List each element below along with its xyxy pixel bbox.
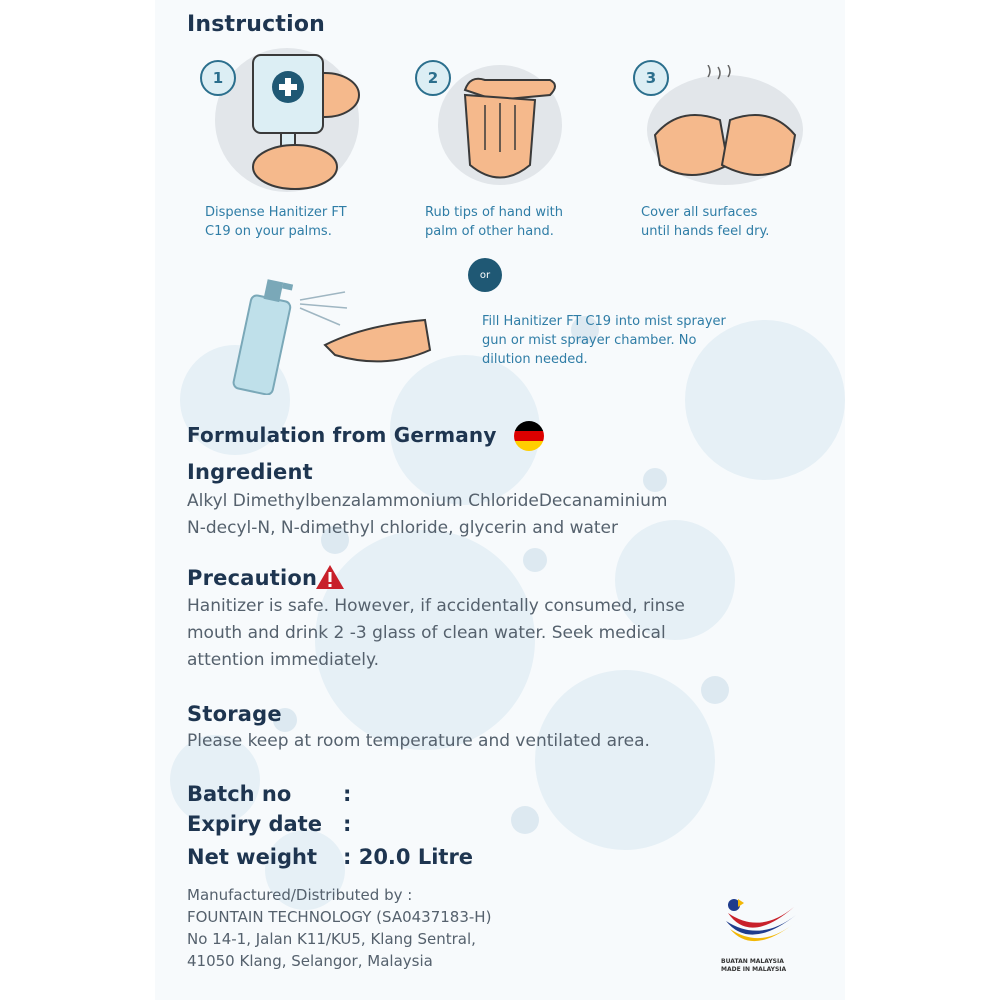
- sprayer-caption-line: Fill Hanitizer FT C19 into mist sprayer: [482, 314, 726, 329]
- step-1-caption: [205, 203, 347, 241]
- step-3-caption: [641, 203, 769, 241]
- manufacturer-line: 41050 Klang, Selangor, Malaysia: [187, 952, 433, 970]
- ingredient-line: N-decyl-N, N-dimethyl chloride, glycerin and water: [187, 518, 619, 538]
- manufacturer-block: [187, 884, 491, 972]
- germany-flag-icon: [513, 420, 545, 452]
- step-3-caption-line: Cover all surfaces: [641, 205, 758, 220]
- ingredient-text: [187, 488, 667, 542]
- precaution-line: attention immediately.: [187, 650, 380, 670]
- precaution-line: Hanitizer is safe. However, if accidentally consumed, rinse: [187, 596, 685, 616]
- or-badge: or: [468, 258, 502, 292]
- step-2-caption-line: Rub tips of hand with: [425, 205, 564, 220]
- step-2-number: 2: [415, 60, 451, 96]
- warning-icon: [315, 564, 345, 590]
- manufacturer-line: FOUNTAIN TECHNOLOGY (SA0437183-H): [187, 908, 492, 926]
- precaution-title: Precaution: [187, 566, 318, 590]
- net-weight-value: : 20.0 Litre: [343, 845, 474, 869]
- storage-text: Please keep at room temperature and ventilated area.: [187, 731, 650, 751]
- batch-no-separator: :: [343, 782, 352, 806]
- made-in-malaysia-line: BUATAN MALAYSIA: [721, 958, 784, 965]
- manufacturer-line: No 14-1, Jalan K11/KU5, Klang Sentral,: [187, 930, 476, 948]
- made-in-malaysia-line: MADE IN MALAYSIA: [721, 966, 787, 973]
- mist-sprayer-illustration: [225, 270, 440, 395]
- net-weight-label: Net weight: [187, 845, 318, 869]
- step-1-caption-line: Dispense Hanitizer FT: [205, 205, 347, 220]
- storage-title: Storage: [187, 702, 282, 726]
- expiry-date-label: Expiry date: [187, 812, 322, 836]
- made-in-malaysia-text: [721, 958, 786, 974]
- manufacturer-line: Manufactured/Distributed by :: [187, 886, 413, 904]
- ingredient-title: Ingredient: [187, 460, 313, 484]
- sprayer-caption-line: gun or mist sprayer chamber. No: [482, 333, 697, 348]
- step-1-number: 1: [200, 60, 236, 96]
- step-2-caption: [425, 203, 563, 241]
- step-3-caption-line: until hands feel dry.: [641, 224, 770, 239]
- formulation-title: Formulation from Germany: [187, 423, 497, 447]
- instruction-title: Instruction: [187, 12, 326, 37]
- product-label: [155, 0, 845, 1000]
- sprayer-caption-line: dilution needed.: [482, 352, 588, 367]
- expiry-date-separator: :: [343, 812, 352, 836]
- step-2-caption-line: palm of other hand.: [425, 224, 554, 239]
- precaution-text: [187, 593, 685, 674]
- step-3-number: 3: [633, 60, 669, 96]
- sprayer-caption: [482, 312, 726, 369]
- ingredient-line: Alkyl Dimethylbenzalammonium ChlorideDecanaminium: [187, 491, 668, 511]
- made-in-malaysia-logo: [720, 893, 800, 953]
- precaution-line: mouth and drink 2 -3 glass of clean water. Seek medical: [187, 623, 666, 643]
- step-1-caption-line: C19 on your palms.: [205, 224, 332, 239]
- batch-no-label: Batch no: [187, 782, 292, 806]
